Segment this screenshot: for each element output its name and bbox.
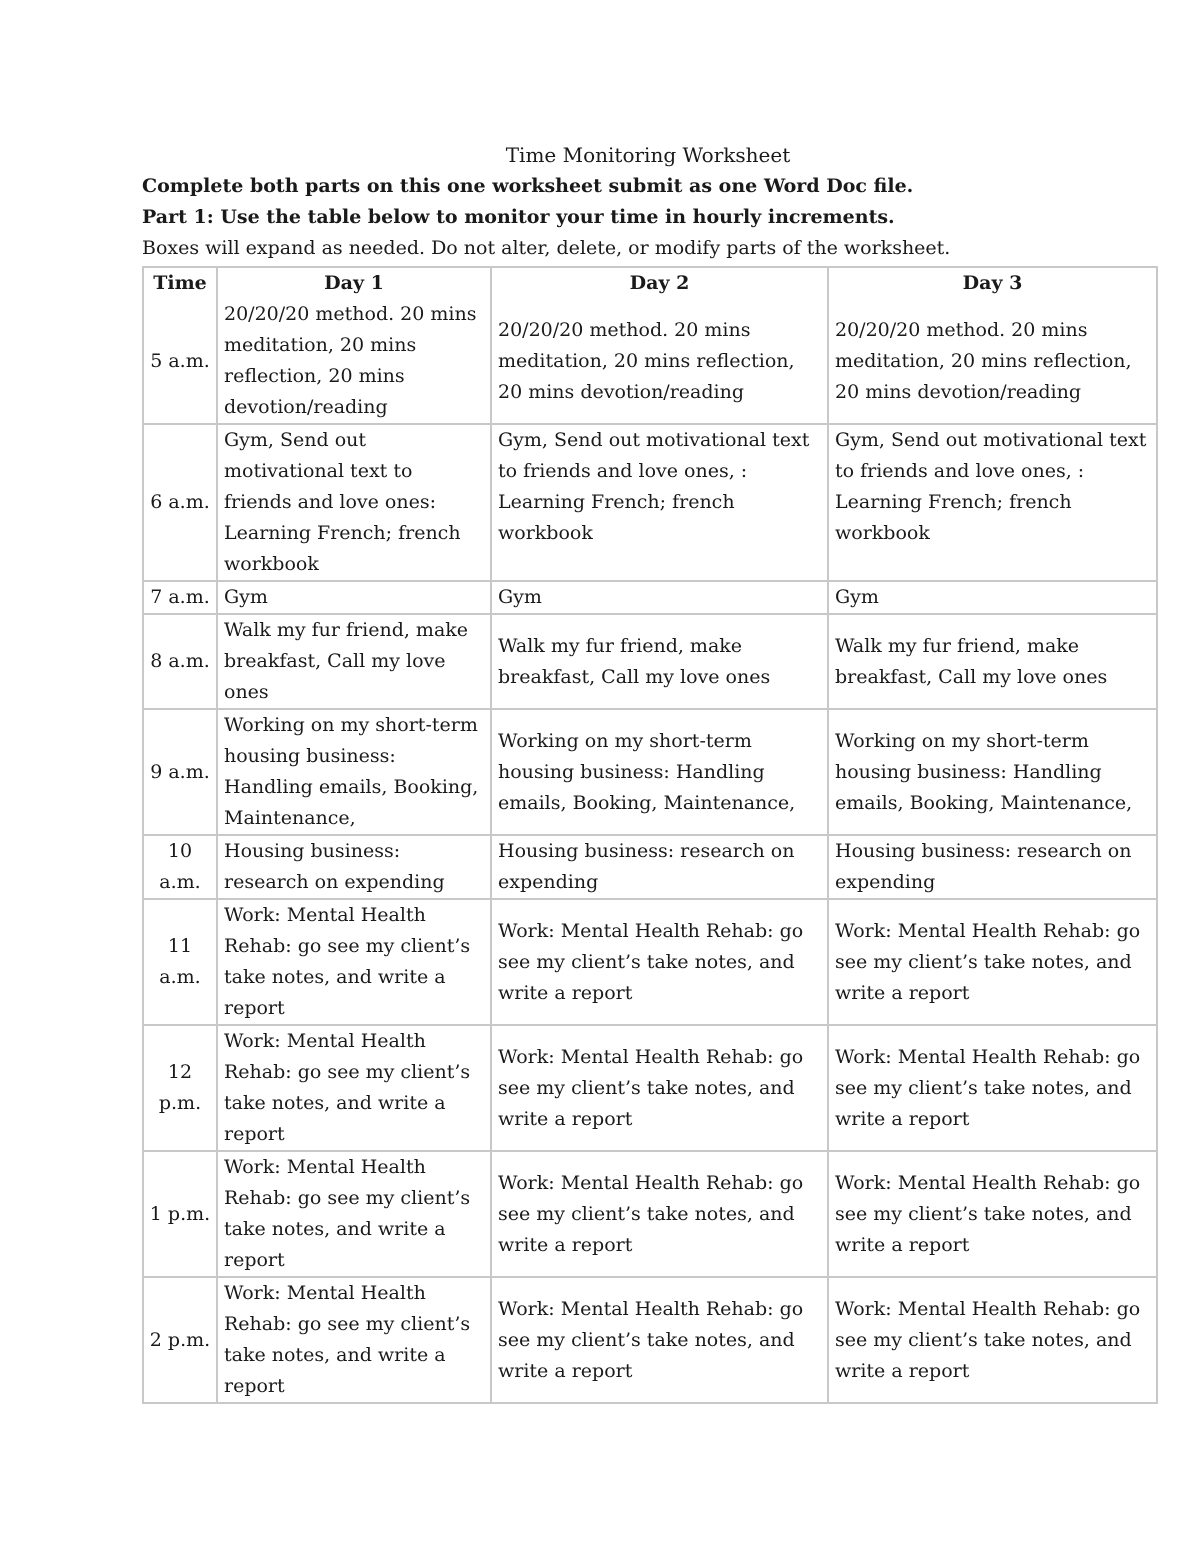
day-3-cell[interactable]: Work: Mental Health Rehab: go see my client’s take notes, and write a report	[829, 900, 1156, 1026]
table-row	[144, 1026, 1156, 1152]
day-2-cell[interactable]: Housing business: research on expending	[492, 836, 829, 900]
header-time: Time	[144, 268, 218, 299]
time-cell: 11 a.m.	[144, 900, 218, 1026]
day-2-cell[interactable]: Gym	[492, 582, 829, 615]
header-day-2: Day 2	[492, 268, 829, 299]
time-cell: 6 a.m.	[144, 425, 218, 582]
time-cell: 9 a.m.	[144, 710, 218, 836]
table-row	[144, 425, 1156, 582]
table-row	[144, 299, 1156, 425]
day-2-cell[interactable]: Work: Mental Health Rehab: go see my client’s take notes, and write a report	[492, 1152, 829, 1278]
day-3-cell[interactable]: Work: Mental Health Rehab: go see my client’s take notes, and write a report	[835, 1297, 1141, 1382]
table-row	[144, 900, 1156, 1026]
day-2-cell[interactable]: Working on my short-term housing business: Handling emails, Booking, Maintenance,	[492, 710, 829, 836]
day-1-cell[interactable]: Working on my short-term housing business: Handling emails, Booking, Maintenance,	[218, 710, 492, 836]
page-title: Time Monitoring Worksheet	[505, 143, 791, 167]
day-1-cell[interactable]: Work: Mental Health Rehab: go see my client’s take notes, and write a report	[218, 1152, 492, 1278]
time-monitoring-table	[142, 266, 1158, 1404]
day-2-cell[interactable]: Walk my fur friend, make breakfast, Call my love ones	[492, 615, 829, 710]
table-header-row	[144, 268, 1156, 299]
day-1-cell[interactable]: Walk my fur friend, make breakfast, Call my love ones	[218, 615, 492, 710]
header-day-3: Day 3	[962, 272, 1023, 294]
day-3-cell[interactable]: 20/20/20 method. 20 mins meditation, 20 mins reflection, 20 mins devotion/reading	[829, 299, 1156, 425]
time-cell: 5 a.m.	[144, 299, 218, 425]
day-3-cell[interactable]: Gym	[829, 582, 1156, 615]
instruction-part-1: Part 1: Use the table below to monitor your time in hourly increments.	[142, 206, 895, 228]
day-3-cell[interactable]: Work: Mental Health Rehab: go see my client’s take notes, and write a report	[829, 1026, 1156, 1152]
expand-note: Boxes will expand as needed. Do not alter, delete, or modify parts of the worksheet.	[142, 237, 951, 259]
time-cell: 1 p.m.	[144, 1152, 218, 1278]
time-cell: 8 a.m.	[144, 615, 218, 710]
table-row	[144, 615, 1156, 710]
day-1-cell[interactable]: 20/20/20 method. 20 mins meditation, 20 mins reflection, 20 mins devotion/reading	[218, 299, 492, 425]
day-2-cell[interactable]: Work: Mental Health Rehab: go see my client’s take notes, and write a report	[492, 1026, 829, 1152]
day-1-cell[interactable]: Gym	[218, 582, 492, 615]
day-2-cell[interactable]: Work: Mental Health Rehab: go see my client’s take notes, and write a report	[492, 1278, 829, 1402]
day-3-cell[interactable]: Work: Mental Health Rehab: go see my client’s take notes, and write a report	[829, 1152, 1156, 1278]
table-row	[144, 1152, 1156, 1278]
instruction-submit: Complete both parts on this one worksheet submit as one Word Doc file.	[142, 175, 914, 197]
time-cell: 12 p.m.	[144, 1026, 218, 1152]
table-row	[144, 582, 1156, 615]
table-row	[144, 710, 1156, 836]
time-cell: 10 a.m.	[144, 836, 218, 900]
day-3-cell[interactable]: Housing business: research on expending	[829, 836, 1156, 900]
day-1-cell[interactable]: Work: Mental Health Rehab: go see my client’s take notes, and write a report	[218, 1278, 492, 1402]
day-1-cell[interactable]: Gym, Send out motivational text to friends and love ones: Learning French; french workbook	[218, 425, 492, 582]
day-2-cell[interactable]: Gym, Send out motivational text to friends and love ones, : Learning French; french workbook	[492, 425, 829, 582]
day-3-cell[interactable]: Walk my fur friend, make breakfast, Call my love ones	[829, 615, 1156, 710]
table-row	[144, 836, 1156, 900]
table-row	[144, 1278, 1156, 1402]
worksheet-page	[142, 140, 1154, 1404]
time-cell: 2 p.m.	[144, 1278, 218, 1402]
day-1-cell[interactable]: Housing business: research on expending	[218, 836, 492, 900]
day-1-cell[interactable]: Work: Mental Health Rehab: go see my client’s take notes, and write a report	[218, 1026, 492, 1152]
day-2-cell[interactable]: 20/20/20 method. 20 mins meditation, 20 mins reflection, 20 mins devotion/reading	[492, 299, 829, 425]
day-3-cell[interactable]: Working on my short-term housing business: Handling emails, Booking, Maintenance,	[829, 710, 1156, 836]
day-1-cell[interactable]: Work: Mental Health Rehab: go see my client’s take notes, and write a report	[218, 900, 492, 1026]
time-cell: 7 a.m.	[144, 582, 218, 615]
header-day-1: Day 1	[218, 268, 492, 299]
day-2-cell[interactable]: Work: Mental Health Rehab: go see my client’s take notes, and write a report	[492, 900, 829, 1026]
day-3-cell[interactable]: Gym, Send out motivational text to friends and love ones, : Learning French; french workbook	[829, 425, 1156, 582]
